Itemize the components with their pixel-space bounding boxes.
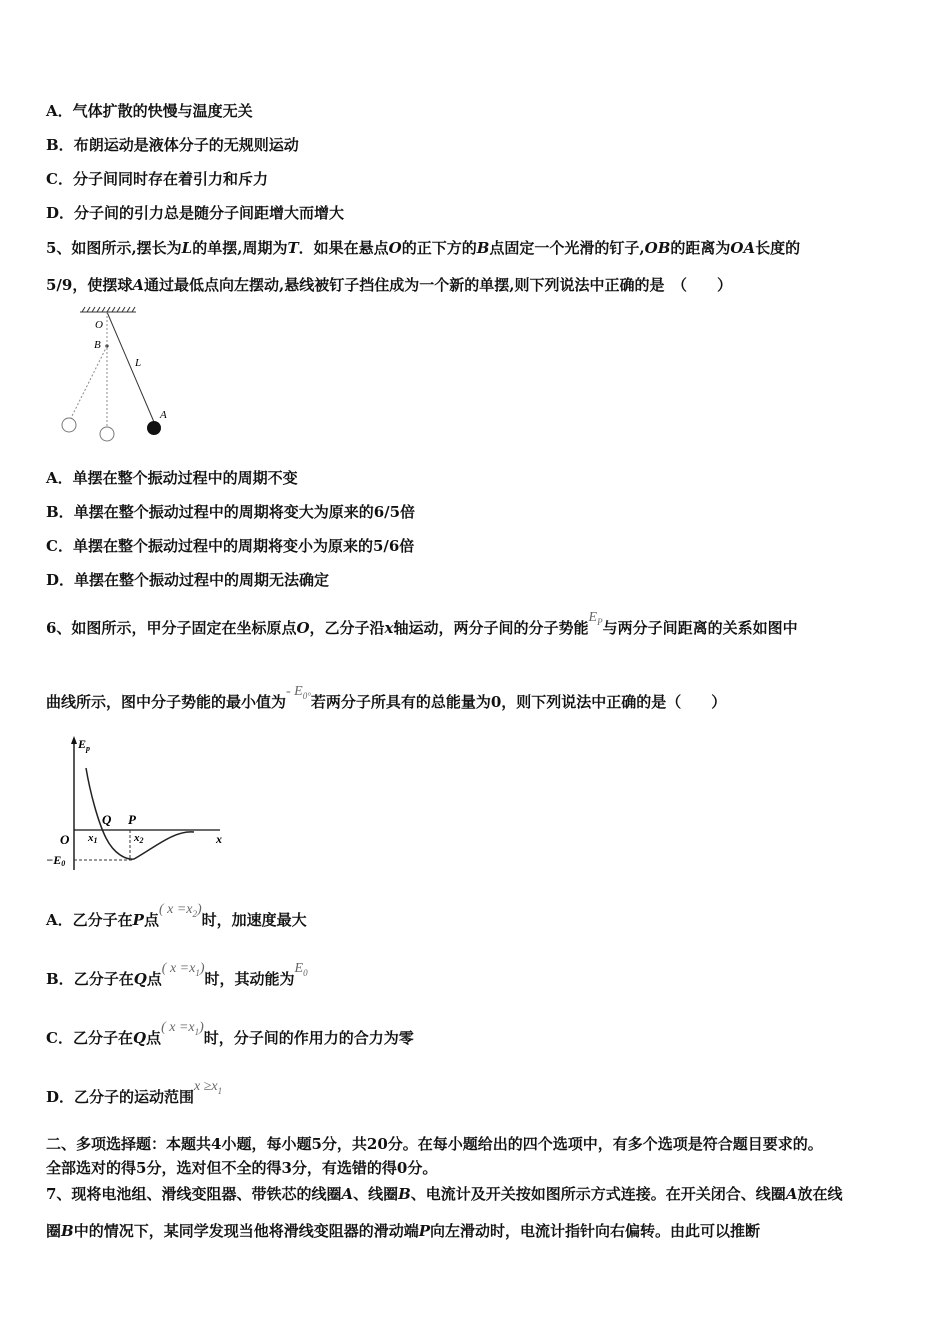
q5-option-a: A．单摆在整个振动过程中的周期不变 [46,469,298,487]
x-axis-label: x [216,832,222,846]
bob-dashed-center [100,427,114,441]
e0-symbol: $E_0$ [294,961,308,978]
q6-option-d: D．乙分子的运动范围$x \ge x_1$ [46,1079,223,1106]
point-p-label: P [128,812,136,827]
bob-dashed-left [62,418,76,432]
x1-label: x1 [88,832,98,845]
q6-option-c: C．乙分子在Q点( $x =x_1$)时，分子间的作用力的合力为零 [46,1020,414,1047]
q5-option-d: D．单摆在整个振动过程中的周期无法确定 [46,571,330,589]
section2-heading-line2: 全部选对的得5分，选对但不全的得3分，有选错的得0分。 [46,1159,438,1177]
x-geq-x1: $x \ge x_1$ [194,1079,223,1096]
q5-stem-line1: 5、如图所示,摆长为L的单摆,周期为T．如果在悬点O的正下方的B点固定一个光滑的钉子,OB的距离为OA长度的 [46,239,801,257]
q4-option-d: D．分子间的引力总是随分子间距增大而增大 [46,204,345,222]
bob-a [147,421,161,435]
ep-symbol: $E_P$ [588,610,603,627]
x-equals-x2: ( $x =x_2$) [158,902,202,919]
q5-option-b: B．单摆在整个振动过程中的周期将变大为原来的6/5倍 [46,503,416,521]
q5-option-c: C．单摆在整个振动过程中的周期将变小为原来的5/6倍 [46,537,415,555]
ceiling-hatch [80,307,136,312]
q4-option-b: B．布朗运动是液体分子的无规则运动 [46,136,299,154]
q6-option-b: B．乙分子在Q点( $x =x_1$)时，其动能为$E_0$ [46,961,308,988]
q4-option-c: C．分子间同时存在着引力和斥力 [46,170,268,188]
q5-stem-line2: 5/9，使摆球A通过最低点向左摆动,悬线被钉子挡住成为一个新的单摆,则下列说法中正确的是 （ ） [46,276,732,294]
x2-label: x2 [134,832,144,845]
label-l: L [135,357,142,369]
q6-stem-line1: 6、如图所示，甲分子固定在坐标原点O，乙分子沿x轴运动，两分子间的分子势能$E_P$与两分子间距离的关系如图中 [46,610,798,637]
potential-energy-graph [44,732,230,874]
q6-option-a: A．乙分子在P点( $x =x_2$)时，加速度最大 [46,902,307,929]
pendulum-figure [50,306,180,451]
ep-axis-arrow [71,736,77,744]
pendulum-string-main [107,312,154,422]
dotted-string-swung [71,346,107,418]
q7-stem-line2: 圈B中的情况下，某同学发现当他将滑线变阻器的滑动端P向左滑动时，电流计指针向右偏转。由此可以推断 [46,1222,761,1240]
q6-stem-line2: 曲线所示，图中分子势能的最小值为- $E_{0^\circ}$若两分子所具有的总能量为0，则下列说法中正确的是（ ） [46,684,727,711]
neg-e0-symbol: - $E_{0^\circ}$ [286,684,311,701]
origin-label: O [60,832,70,847]
label-a: A [160,409,167,421]
point-q-label: Q [102,812,112,827]
q4-option-a: A．气体扩散的快慢与温度无关 [46,102,253,120]
label-b: B [94,339,101,351]
ep-axis-label: $E_p$ [78,737,91,753]
section2-heading-line1: 二、多项选择题：本题共4小题，每小题5分，共20分。在每小题给出的四个选项中，有多个选项是符合题目要求的。 [46,1135,823,1153]
neg-e0-label: −E0 [46,853,66,868]
x-equals-x1-c: ( $x =x_1$) [161,1020,204,1037]
q7-stem-line1: 7、现将电池组、滑线变阻器、带铁芯的线圈A、线圈B、电流计及开关按如图所示方式连接。在开关闭合、线圈A放在线 [46,1185,843,1203]
x-equals-x1: ( $x =x_1$) [161,961,205,978]
label-o: O [95,319,103,331]
